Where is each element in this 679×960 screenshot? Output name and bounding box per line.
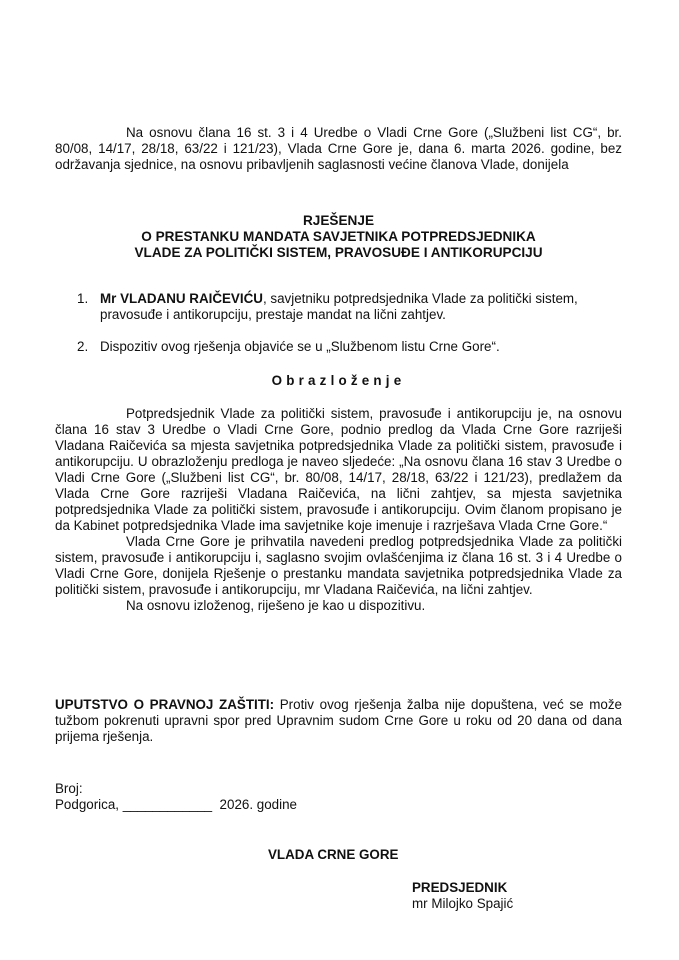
reasoning-section <box>55 406 622 614</box>
legal-notice-label: UPUTSTVO O PRAVNOJ ZAŠTITI: <box>55 697 275 712</box>
document-title <box>55 213 622 261</box>
title-line-2: O PRESTANKU MANDATA SAVJETNIKA POTPREDSJEDNIKA <box>141 229 536 244</box>
item-number: 1. <box>77 291 89 306</box>
item-text: Dispozitiv ovog rješenja objaviće se u „Službenom listu Crne Gore“. <box>100 339 500 354</box>
government-name: VLADA CRNE GORE <box>268 847 399 862</box>
decision-item <box>55 339 622 355</box>
number-label: Broj: <box>55 781 83 796</box>
document-footer <box>55 781 622 813</box>
decision-item <box>55 291 622 323</box>
intro-paragraph: Na osnovu člana 16 st. 3 i 4 Uredbe o Vladi Crne Gore („Službeni list CG“, br. 80/08, 14/17, 28/18, 63/22 i 121/23), Vlada Crne Gore je, dana 6. marta 2026. godine, bez održavanja sjednice, na osnovu pribavljenih saglasnosti većine članova Vlade, donijela <box>55 125 622 172</box>
reasoning-heading: Obrazloženje <box>271 373 406 388</box>
legal-notice-text: Protiv ovog rješenja žalba nije dopuštena, već se može tužbom pokrenuti upravni spor pred Upravnim sudom Crne Gore u roku od 20 dana od dana prijema rješenja. <box>55 697 622 744</box>
signature-block <box>412 880 513 912</box>
item-bold-name: Mr VLADANU RAIČEVIĆU <box>100 291 263 306</box>
signatory-title: PREDSJEDNIK <box>412 880 508 895</box>
reasoning-paragraph: Vlada Crne Gore je prihvatila navedeni predlog potpredsjednika Vlade za politički sistem, pravosuđe i antikorupciju i, saglasno svojim ovlašćenjima iz člana 16 st. 3 i 4 Uredbe o Vladi Crne Gore, donijela Rješenje o prestanku mandata savjetnika potpredsjednika Vlade za politički sistem, pravosuđe i antikorupciju, mr Vladana Raičevića, na lični zahtjev. <box>55 534 622 597</box>
title-line-1: RJEŠENJE <box>302 213 375 228</box>
place-date: Podgorica, ____________ 2026. godine <box>55 797 297 812</box>
signatory-name: mr Milojko Spajić <box>412 896 514 911</box>
reasoning-paragraph: Na osnovu izloženog, riješeno je kao u dispozitivu. <box>126 598 426 613</box>
title-line-3: VLADE ZA POLITIČKI SISTEM, PRAVOSUĐE I ANTIKORUPCIJU <box>134 245 543 260</box>
legal-notice <box>55 697 622 745</box>
decision-list <box>55 291 622 371</box>
reasoning-paragraph: Potpredsjednik Vlade za politički sistem, pravosuđe i antikorupciju je, na osnovu člana 16 stav 3 Uredbe o Vladi Crne Gore, podnio predlog da Vlada Crne Gore razriješi Vladana Raičevića sa mjesta savjetnika potpredsjednika Vlade za politički sistem, pravosuđe i antikorupciju. U obrazloženju predloga je naveo sljedeće: „Na osnovu člana 16 stav 3 Uredbe o Vladi Crne Gore („Službeni list CG“, br. 80/08, 14/17, 28/18, 63/22 i 121/23), predlažem da Vlada Crne Gore razriješi Vladana Raičevića, na lični zahtjev, sa mjesta savjetnika potpredsjednika Vlade za politički sistem, pravosuđe i antikorupciju. Ovim članom propisano je da Kabinet potpredsjednika Vlade ima savjetnike koje imenuje i razrješava Vlada Crne Gore.“ <box>55 406 622 533</box>
item-number: 2. <box>77 339 89 354</box>
item-text: , savjetniku potpredsjednika Vlade za politički sistem, pravosuđe i antikorupciju, prestaje mandat na lični zahtjev. <box>100 291 578 322</box>
